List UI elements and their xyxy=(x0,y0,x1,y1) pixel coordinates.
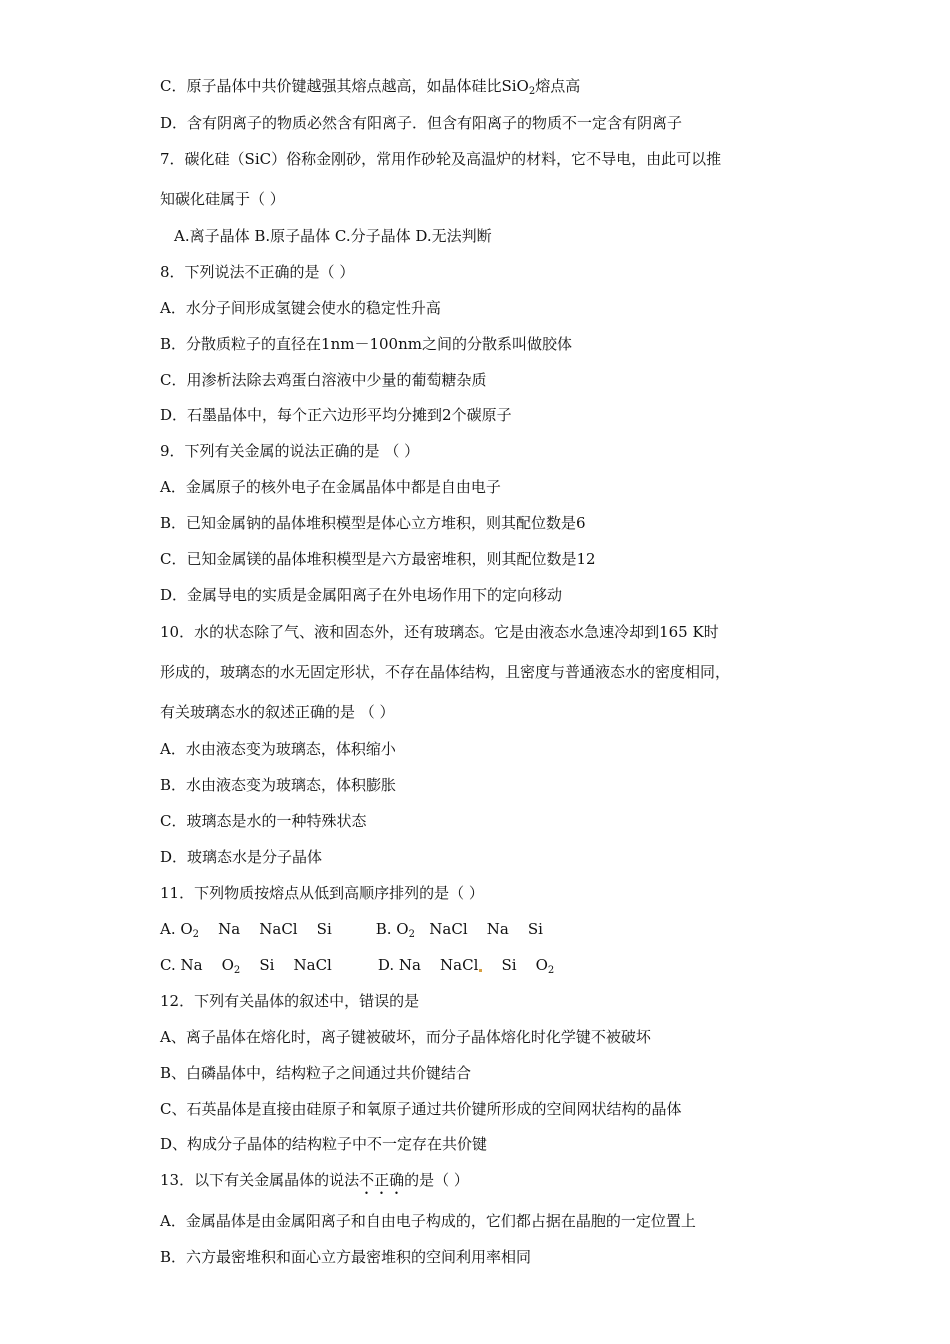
q10-stem-line-3: 有关玻璃态水的叙述正确的是 （ ） xyxy=(160,703,395,721)
q13-option-b: B．六方最密堆积和面心立方最密堆积的空间利用率相同 xyxy=(160,1248,532,1266)
q7-stem-line-1: 7．碳化硅（SiC）俗称金刚砂，常用作砂轮及高温炉的材料，它不导电，由此可以推 xyxy=(160,150,722,168)
q12-option-c: C、石英晶体是直接由硅原子和氧原子通过共价键所形成的空间网状结构的晶体 xyxy=(160,1100,682,1118)
q9-option-b: B．已知金属钠的晶体堆积模型是体心立方堆积，则其配位数是6 xyxy=(160,514,586,532)
q12-option-a: A、离子晶体在熔化时，离子键被破坏，而分子晶体熔化时化学键不被破坏 xyxy=(160,1028,651,1046)
emphasis-text: 不正确 xyxy=(359,1171,405,1189)
q10-option-d: D．玻璃态水是分子晶体 xyxy=(160,848,323,866)
q12-stem: 12．下列有关晶体的叙述中，错误的是 xyxy=(160,992,420,1010)
q9-option-d: D．金属导电的实质是金属阳离子在外电场作用下的定向移动 xyxy=(160,586,563,604)
q10-option-a: A．水由液态变为玻璃态，体积缩小 xyxy=(160,740,396,758)
q8-option-d: D．石墨晶体中，每个正六边形平均分摊到2个碳原子 xyxy=(160,406,512,424)
q7-options: A.离子晶体 B.原子晶体 C.分子晶体 D.无法判断 xyxy=(174,227,492,245)
q13-option-a: A．金属晶体是由金属阳离子和自由电子构成的，它们都占据在晶胞的一定位置上 xyxy=(160,1212,696,1230)
q11-stem: 11．下列物质按熔点从低到高顺序排列的是（ ） xyxy=(160,884,484,902)
q8-option-c: C．用渗析法除去鸡蛋白溶液中少量的葡萄糖杂质 xyxy=(160,371,487,389)
q11-option-a: A. $O_2$ Na NaCl Si xyxy=(160,920,332,940)
q9-option-a: A．金属原子的核外电子在金属晶体中都是自由电子 xyxy=(160,478,501,496)
q8-stem: 8．下列说法不正确的是（ ） xyxy=(160,263,355,281)
q10-stem-line-1: 10．水的状态除了气、液和固态外，还有玻璃态。它是由液态水急速冷却到165 K时 xyxy=(160,623,719,641)
q11-options-ab xyxy=(160,919,543,939)
q10-option-c: C．玻璃态是水的一种特殊状态 xyxy=(160,812,367,830)
q11-option-b: B. $O_2$ NaCl Na Si xyxy=(375,920,543,940)
q12-option-d: D、构成分子晶体的结构粒子中不一定存在共价键 xyxy=(160,1135,488,1153)
q11-options-cd xyxy=(160,955,554,975)
q9-option-c: C．已知金属镁的晶体堆积模型是六方最密堆积，则其配位数是12 xyxy=(160,550,596,568)
q10-stem-line-2: 形成的，玻璃态的水无固定形状，不存在晶体结构，且密度与普通液态水的密度相同， xyxy=(160,663,731,681)
q7-stem-line-2: 知碳化硅属于（ ） xyxy=(160,190,285,208)
q9-stem: 9．下列有关金属的说法正确的是 （ ） xyxy=(160,442,420,460)
q10-option-b: B．水由液态变为玻璃态，体积膨胀 xyxy=(160,776,397,794)
q6-option-c: C．原子晶体中共价键越强其熔点越高，如晶体硅比SiO$_2$熔点高 xyxy=(160,77,581,97)
q11-option-c: C. Na $O_2$ Si NaCl xyxy=(160,956,332,976)
q13-stem: 13．以下有关金属晶体的说法不正确的是（ ） xyxy=(160,1171,469,1189)
q8-option-a: A．水分子间形成氢键会使水的稳定性升高 xyxy=(160,299,441,317)
q12-option-b: B、白磷晶体中，结构粒子之间通过共价键结合 xyxy=(160,1064,472,1082)
q11-option-d: D. Na NaCl Si $O_2$ xyxy=(377,956,555,976)
q6-option-d: D．含有阴离子的物质必然含有阳离子．但含有阳离子的物质不一定含有阴离子 xyxy=(160,114,683,132)
q8-option-b: B．分散质粒子的直径在1nm－100nm之间的分散系叫做胶体 xyxy=(160,335,572,353)
